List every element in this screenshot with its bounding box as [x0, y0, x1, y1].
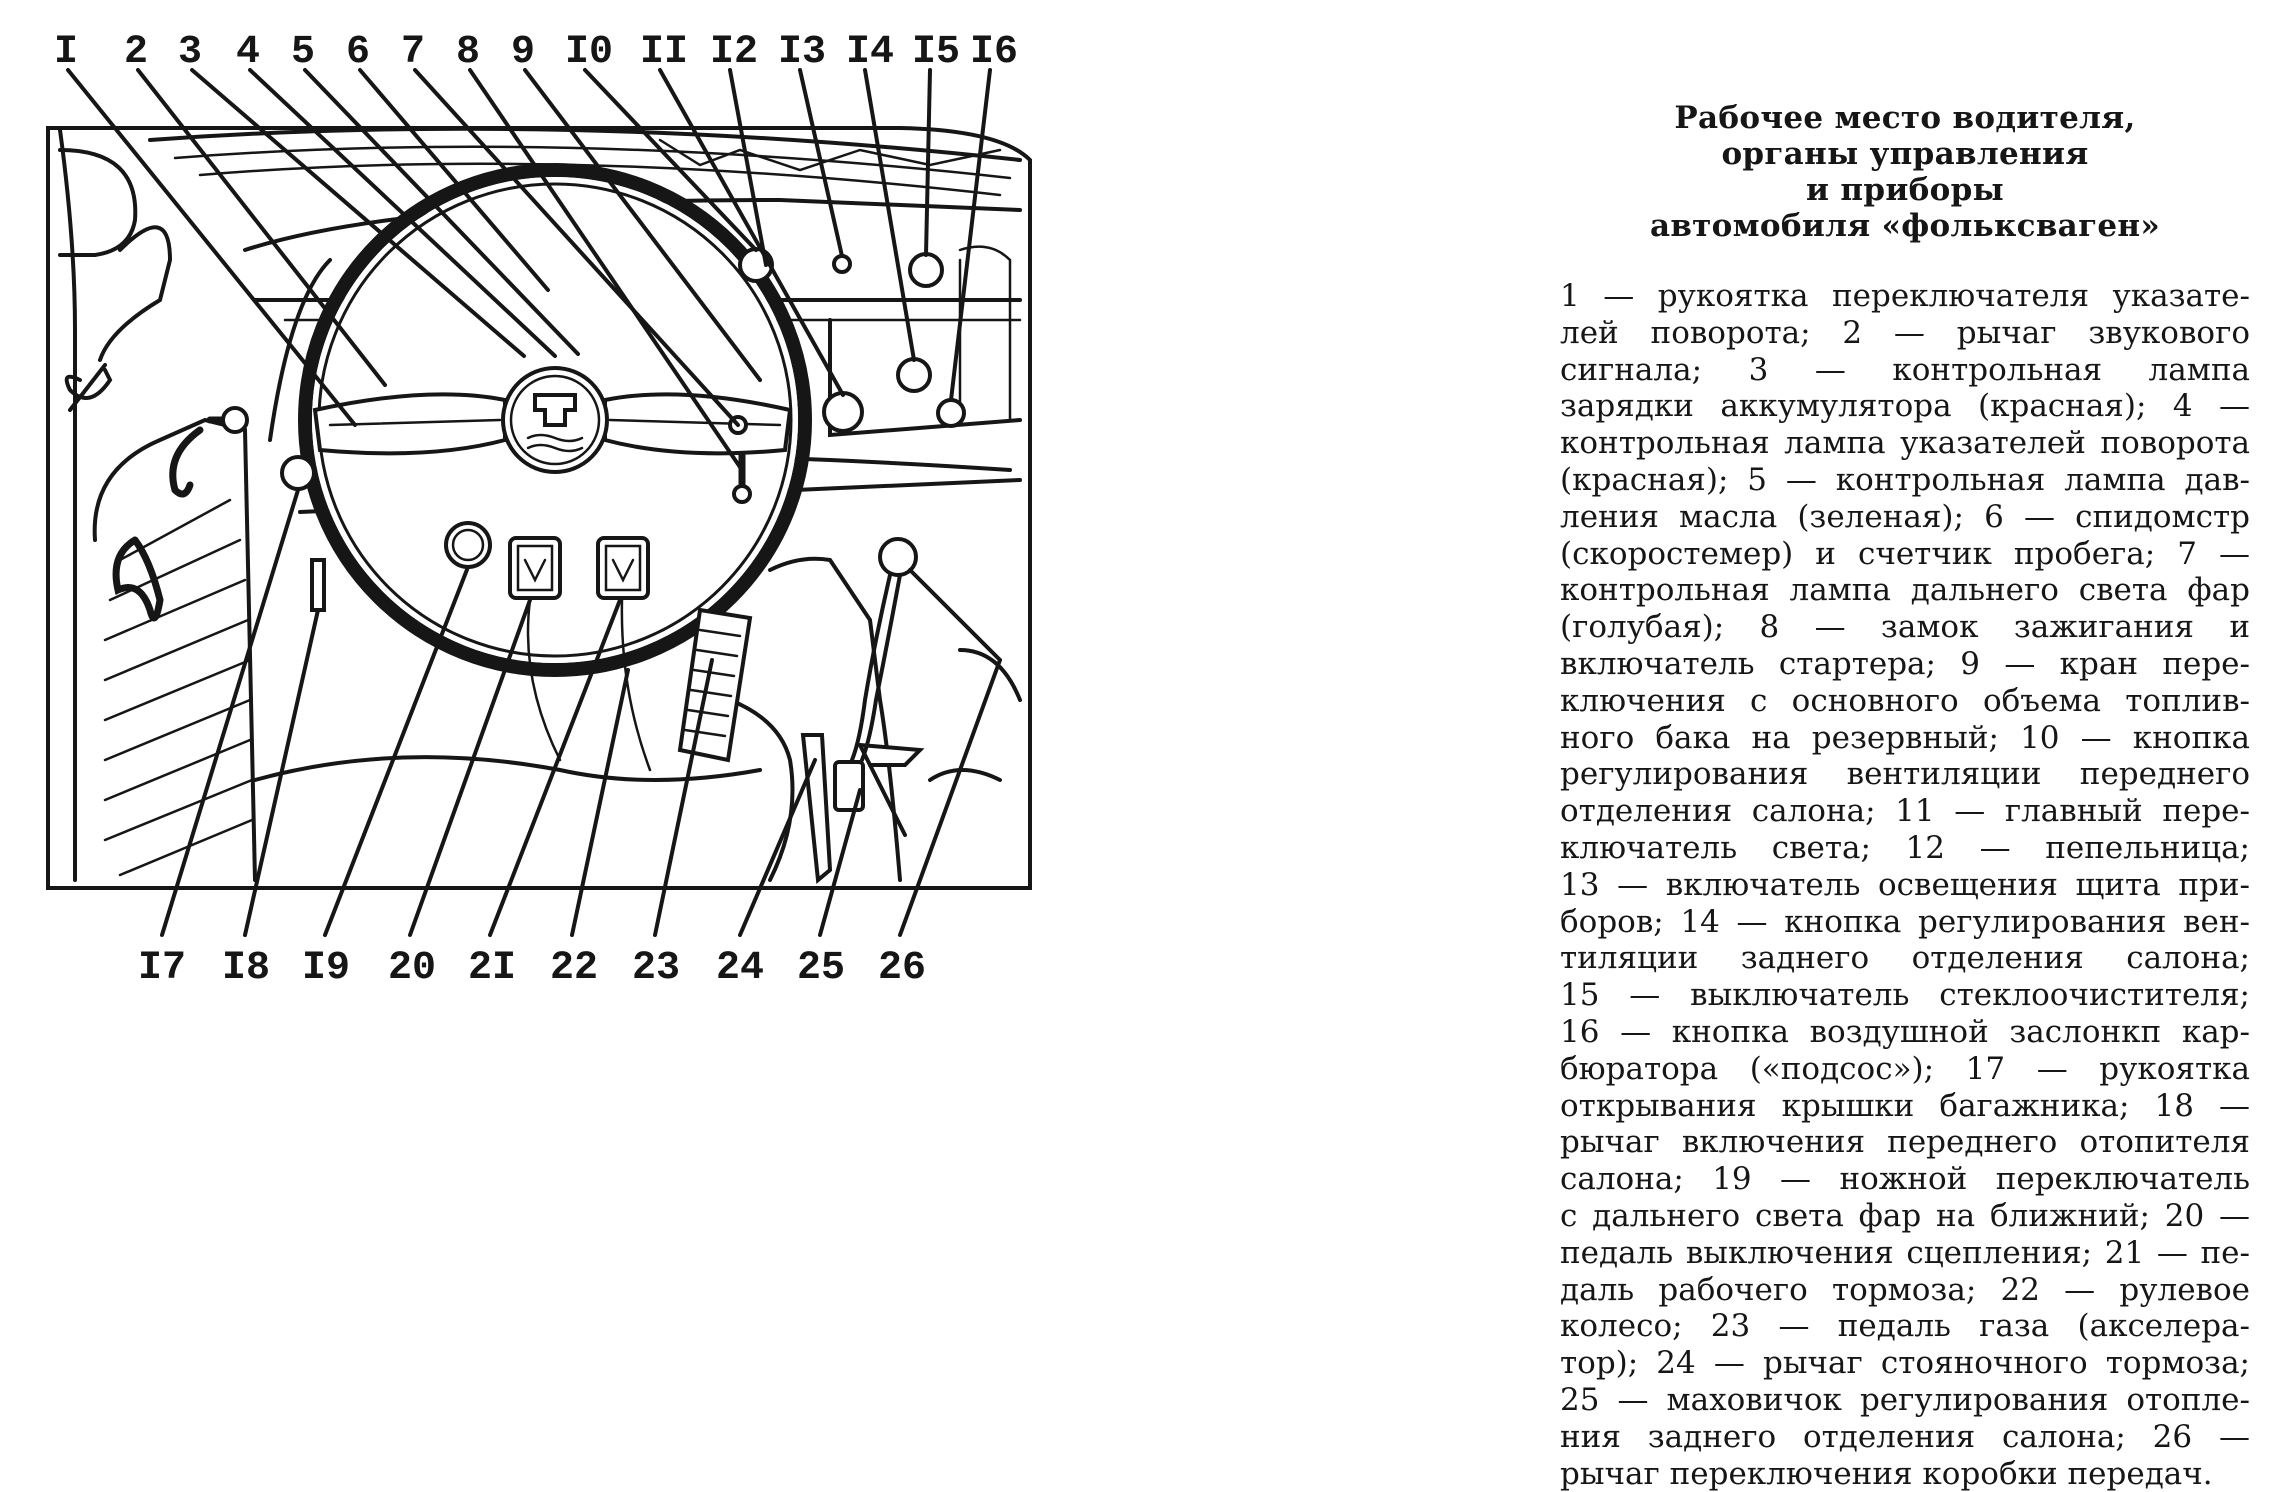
legend-line: (голубая); 8 — замок зажигания и: [1560, 609, 2250, 646]
legend-line: рычаг включения переднего отопителя: [1560, 1124, 2250, 1161]
legend-line: бюратора («подсос»); 17 — рукоятка: [1560, 1051, 2250, 1088]
callout-label: 20: [388, 946, 436, 991]
legend-line: контрольная лампа указателей поворота: [1560, 425, 2250, 462]
door-handle: [173, 408, 247, 494]
legend-line: (скоростемер) и счетчик пробега; 7 —: [1560, 536, 2250, 573]
legend-line: лей поворота; 2 — рычаг звукового: [1560, 315, 2250, 352]
left-pillar: [60, 130, 75, 880]
callout-label: 3: [178, 30, 202, 75]
callout-label: 24: [716, 946, 764, 991]
legend-line: рычаг переключения коробки передач.: [1560, 1456, 2250, 1492]
callout-label: 25: [797, 946, 845, 991]
legend-line: (красная); 5 — контрольная лампа дав-: [1560, 462, 2250, 499]
rear-vent-knob: [898, 359, 930, 391]
callouts-top: [54, 30, 1018, 75]
caption-title: [1560, 100, 2250, 244]
light-switch: [824, 393, 862, 431]
callout-label: 8: [456, 30, 480, 75]
legend-line: педаль выключения сцепления; 21 — пе-: [1560, 1235, 2250, 1272]
front-heater-lever: [312, 560, 324, 610]
armrest-hook: [116, 540, 160, 618]
callout-label: I3: [778, 30, 826, 75]
legend-line: включатель стартера; 9 — кран пере-: [1560, 646, 2250, 683]
parking-brake-lever: [803, 735, 830, 880]
legend-line: тор); 24 — рычаг стояночного тормоза;: [1560, 1345, 2250, 1382]
legend-line: ного бака на резервный; 10 — кнопка: [1560, 720, 2250, 757]
legend-line: сигнала; 3 — контрольная лампа: [1560, 352, 2250, 389]
legend-line: 25 — маховичок регулирования отопле-: [1560, 1382, 2250, 1419]
caption-title-line: и приборы: [1560, 172, 2250, 208]
legend-line: тиляции заднего отделения салона;: [1560, 940, 2250, 977]
caption-legend: [1560, 278, 2250, 1492]
caption-title-line: органы управления: [1560, 136, 2250, 172]
callout-label: I8: [222, 946, 270, 991]
wiper-switch: [910, 254, 942, 286]
legend-line: колесо; 23 — педаль газа (акселера-: [1560, 1308, 2250, 1345]
callout-label: 4: [236, 30, 260, 75]
callout-label: 2I: [468, 946, 516, 991]
legend-line: с дальнего света фар на ближний; 20 —: [1560, 1198, 2250, 1235]
caption-title-line: автомобиля «фольксваген»: [1560, 208, 2250, 244]
callout-label: 22: [550, 946, 598, 991]
legend-line: 13 — включатель освещения щита при-: [1560, 867, 2250, 904]
legend-line: открывания крышки багажника; 18 —: [1560, 1088, 2250, 1125]
callout-label: 9: [511, 30, 535, 75]
callouts-bottom: [138, 946, 926, 991]
callout-label: 26: [878, 946, 926, 991]
legend-line: зарядки аккумулятора (красная); 4 —: [1560, 388, 2250, 425]
callout-label: I: [54, 30, 78, 75]
callout-label: I2: [710, 30, 758, 75]
callout-label: I5: [912, 30, 960, 75]
legend-line: регулирования вентиляции переднего: [1560, 756, 2250, 793]
legend-line: ления масла (зеленая); 6 — спидомстр: [1560, 499, 2250, 536]
callout-label: 2: [124, 30, 148, 75]
legend-line: контрольная лампа дальнего света фар: [1560, 572, 2250, 609]
instrument-light-switch: [834, 256, 850, 272]
legend-line: ключения с основного объема топлив-: [1560, 683, 2250, 720]
callout-label: 5: [291, 30, 315, 75]
callout-label: I7: [138, 946, 186, 991]
heater-control-wheel: [835, 745, 920, 835]
legend-line: 15 — выключатель стеклоочистителя;: [1560, 977, 2250, 1014]
callout-label: II: [640, 30, 688, 75]
legend-line: 16 — кнопка воздушной заслонкп кар-: [1560, 1014, 2250, 1051]
callout-label: I6: [970, 30, 1018, 75]
legend-line: салона; 19 — ножной переключатель: [1560, 1161, 2250, 1198]
legend-line: даль рабочего тормоза; 22 — рулевое: [1560, 1272, 2250, 1309]
caption-title-line: Рабочее место водителя,: [1560, 100, 2250, 136]
legend-line: боров; 14 — кнопка регулирования вен-: [1560, 904, 2250, 941]
choke-knob: [938, 400, 964, 426]
caption-block: [1560, 100, 2250, 1492]
legend-line: ния заднего отделения салона; 26 —: [1560, 1419, 2250, 1456]
legend-line: отделения салона; 11 — главный пере-: [1560, 793, 2250, 830]
legend-line: 1 — рукоятка переключателя указате-: [1560, 278, 2250, 315]
callout-label: 23: [632, 946, 680, 991]
trunk-release-knob: [282, 457, 314, 489]
callout-label: I0: [565, 30, 613, 75]
callout-label: I4: [846, 30, 894, 75]
callout-label: I9: [302, 946, 350, 991]
callout-label: 7: [401, 30, 425, 75]
callout-label: 6: [346, 30, 370, 75]
legend-line: ключатель света; 12 — пепельница;: [1560, 830, 2250, 867]
